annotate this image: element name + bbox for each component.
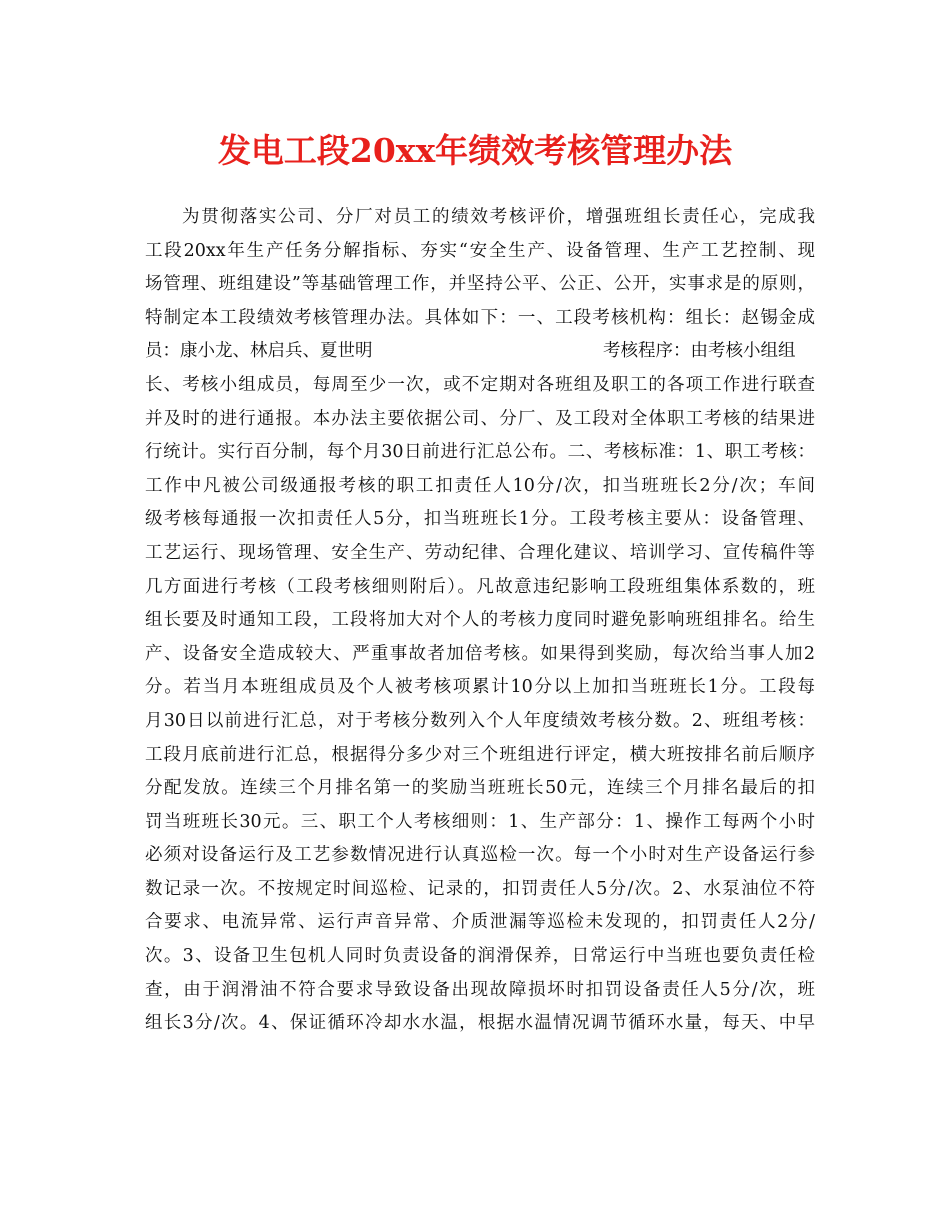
body-line: 产、设备安全造成较大、严重事故者加倍考核。如果得到奖励，每次给当事人加2: [145, 643, 815, 664]
document-title: 发电工段20xx年绩效考核管理办法: [217, 131, 733, 170]
body-line: 为贯彻落实公司、分厂对员工的绩效考核评价，增强班组长责任心，完成我: [182, 207, 815, 227]
body-line: 并及时的进行通报。本办法主要依据公司、分厂、及工段对全体职工考核的结果进: [145, 408, 815, 429]
body-line: 工艺运行、现场管理、安全生产、劳动纪律、合理化建议、培训学习、宣传稿件等: [145, 542, 815, 563]
body-line: 特制定本工段绩效考核管理办法。具体如下：一、工段考核机构：组长：赵锡金成: [145, 307, 815, 328]
body-line: 工段月底前进行汇总，根据得分多少对三个班组进行评定，横大班按排名前后顺序: [145, 744, 815, 765]
body-line: 合要求、电流异常、运行声音异常、介质泄漏等巡检未发现的，扣罚责任人2分/: [145, 912, 815, 933]
body-line: 工段20xx年生产任务分解指标、夯实“安全生产、设备管理、生产工艺控制、现: [145, 240, 815, 261]
body-line: 工作中凡被公司级通报考核的职工扣责任人10分/次，扣当班班长2分/次；车间: [145, 475, 815, 496]
body-line: [145, 335, 815, 369]
body-line: 罚当班班长30元。三、职工个人考核细则：1、生产部分：1、操作工每两个小时: [145, 811, 815, 832]
body-line: 场管理、班组建设”等基础管理工作，并坚持公平、公正、公开，实事求是的原则，: [145, 274, 815, 295]
body-line: 必须对设备运行及工艺参数情况进行认真巡检一次。每一个小时对生产设备运行参: [145, 845, 815, 866]
body-line: 月30日以前进行汇总，对于考核分数列入个人年度绩效考核分数。2、班组考核：: [145, 710, 815, 731]
document-body: [145, 201, 815, 1074]
body-line: 数记录一次。不按规定时间巡检、记录的，扣罚责任人5分/次。2、水泵油位不符: [145, 878, 815, 899]
body-line: 查，由于润滑油不符合要求导致设备出现故障损坏时扣罚设备责任人5分/次，班: [145, 979, 815, 1000]
body-line-segment: 考核程序：由考核小组组: [603, 341, 796, 362]
body-line: 组长3分/次。4、保证循环冷却水水温，根据水温情况调节循环水量，每天、中早: [145, 1013, 815, 1034]
body-line: [145, 1041, 815, 1075]
body-line: 组长要及时通知工段，工段将加大对个人的考核力度同时避免影响班组排名。给生: [145, 610, 815, 631]
body-line: 几方面进行考核（工段考核细则附后）。凡故意违纪影响工段班组集体系数的，班: [145, 576, 815, 597]
body-line: 级考核每通报一次扣责任人5分，扣当班班长1分。工段考核主要从：设备管理、: [145, 509, 815, 530]
body-line-segment: 员：康小龙、林启兵、夏世明: [145, 341, 373, 362]
body-line: 行统计。实行百分制，每个月30日前进行汇总公布。二、考核标准：1、职工考核：: [145, 442, 815, 463]
body-line: 长、考核小组成员，每周至少一次，或不定期对各班组及职工的各项工作进行联查: [145, 374, 815, 395]
body-line: 次。3、设备卫生包机人同时负责设备的润滑保养，日常运行中当班也要负责任检: [145, 946, 815, 967]
body-line: 分配发放。连续三个月排名第一的奖励当班班长50元，连续三个月排名最后的扣: [145, 778, 815, 799]
body-line: 分。若当月本班组成员及个人被考核项累计10分以上加扣当班班长1分。工段每: [145, 677, 815, 698]
